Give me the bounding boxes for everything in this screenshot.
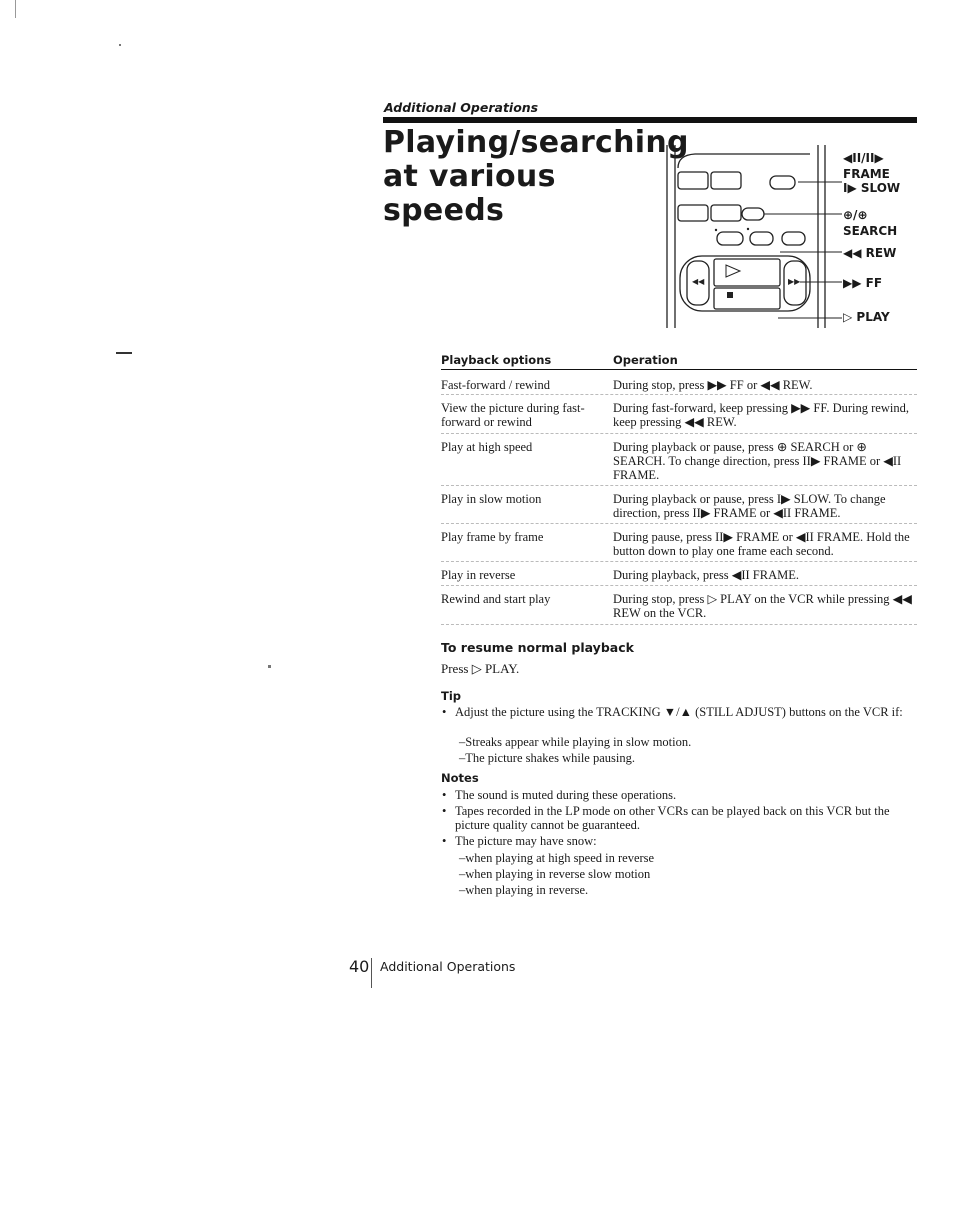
footer-divider (371, 958, 372, 988)
row-operation: During playback or pause, press I▶ SLOW. To change direction, press II▶ FRAME or ◀II FRAME. (613, 492, 886, 520)
rew-key-glyph: ◀◀ (692, 277, 705, 286)
remote-control-diagram (660, 140, 920, 330)
page-number: 40 (349, 957, 370, 976)
row-operation: During fast-forward, keep pressing ▶▶ FF. During rewind, keep pressing ◀◀ REW. (613, 401, 909, 429)
title-line-1: Playing/searching (383, 125, 689, 160)
slow-label: I▶ SLOW (843, 181, 901, 195)
row-operation: During playback or pause, press ⊕ SEARCH or ⊕ SEARCH. To change direction, press II▶ FRAME or ◀II FRAME. (613, 440, 902, 482)
row-option: Play frame by frame (441, 530, 544, 544)
speck (268, 665, 271, 668)
frame-label: FRAME (843, 167, 890, 181)
table-row (441, 524, 917, 562)
ff-label: ▶▶ FF (843, 276, 883, 290)
tip-heading: Tip (441, 689, 462, 703)
rew-label: ◀◀ REW (843, 246, 897, 260)
tip-bullet (441, 705, 917, 719)
footer-section: Additional Operations (380, 959, 516, 974)
row-operation: During pause, press II▶ FRAME or ◀II FRAME. Hold the button down to play one frame each second. (613, 530, 910, 558)
margin-mark (15, 0, 16, 18)
row-option: Rewind and start play (441, 592, 551, 606)
row-operation: During playback, press ◀II FRAME. (613, 568, 799, 582)
row-operation: During stop, press ▶▶ FF or ◀◀ REW. (613, 378, 813, 392)
playback-options-table (441, 349, 917, 625)
ff-key-glyph: ▶▶ (788, 277, 801, 286)
table-row (441, 586, 917, 625)
note-item (441, 788, 917, 802)
play-label: ▷ PLAY (843, 310, 890, 324)
note-text: The picture may have snow: (455, 834, 597, 848)
frame-symbol-label: ◀II/II▶ (843, 151, 884, 165)
resume-text: Press ▷ PLAY. (441, 661, 520, 676)
search-label: SEARCH (843, 224, 898, 238)
margin-mark (116, 352, 132, 354)
bullet-dot: • (442, 804, 447, 818)
header-operation: Operation (613, 353, 678, 367)
note-item (441, 804, 917, 832)
note-sub-2: –when playing in reverse slow motion (459, 867, 651, 881)
table-row (441, 486, 917, 524)
table-row (441, 434, 917, 486)
row-option: Fast-forward / rewind (441, 378, 550, 392)
tip-sub-2: –The picture shakes while pausing. (459, 751, 635, 765)
table-row (441, 562, 917, 586)
title-line-2: at various speeds (383, 159, 556, 228)
tip-text: Adjust the picture using the TRACKING ▼/▲ (STILL ADJUST) buttons on the VCR if: (455, 705, 903, 719)
row-option: View the picture during fast-forward or rewind (441, 401, 585, 429)
row-option: Play in reverse (441, 568, 516, 582)
table-row (441, 370, 917, 395)
row-option: Play at high speed (441, 440, 533, 454)
table-header (441, 349, 917, 370)
row-option: Play in slow motion (441, 492, 542, 506)
bullet-dot: • (442, 834, 447, 848)
header-options: Playback options (441, 353, 552, 367)
tip-sub-1: –Streaks appear while playing in slow motion. (459, 735, 692, 749)
search-symbol-label: ⊕/⊕ (843, 208, 868, 222)
page-title (383, 125, 689, 228)
note-text: Tapes recorded in the LP mode on other VCRs can be played back on this VCR but the picture quality cannot be guaranteed. (455, 804, 890, 832)
section-label: Additional Operations (384, 100, 539, 115)
bullet-dot: • (442, 705, 447, 719)
note-sub-3: –when playing in reverse. (459, 883, 589, 897)
table-row (441, 395, 917, 434)
row-operation: During stop, press ▷ PLAY on the VCR while pressing ◀◀ REW on the VCR. (613, 592, 912, 620)
note-item (441, 834, 917, 848)
bullet-dot: • (442, 788, 447, 802)
speck (119, 44, 121, 46)
note-text: The sound is muted during these operations. (455, 788, 677, 802)
note-sub-1: –when playing at high speed in reverse (459, 851, 655, 865)
notes-heading: Notes (441, 771, 479, 785)
header-rule (383, 117, 917, 123)
resume-heading: To resume normal playback (441, 640, 634, 655)
